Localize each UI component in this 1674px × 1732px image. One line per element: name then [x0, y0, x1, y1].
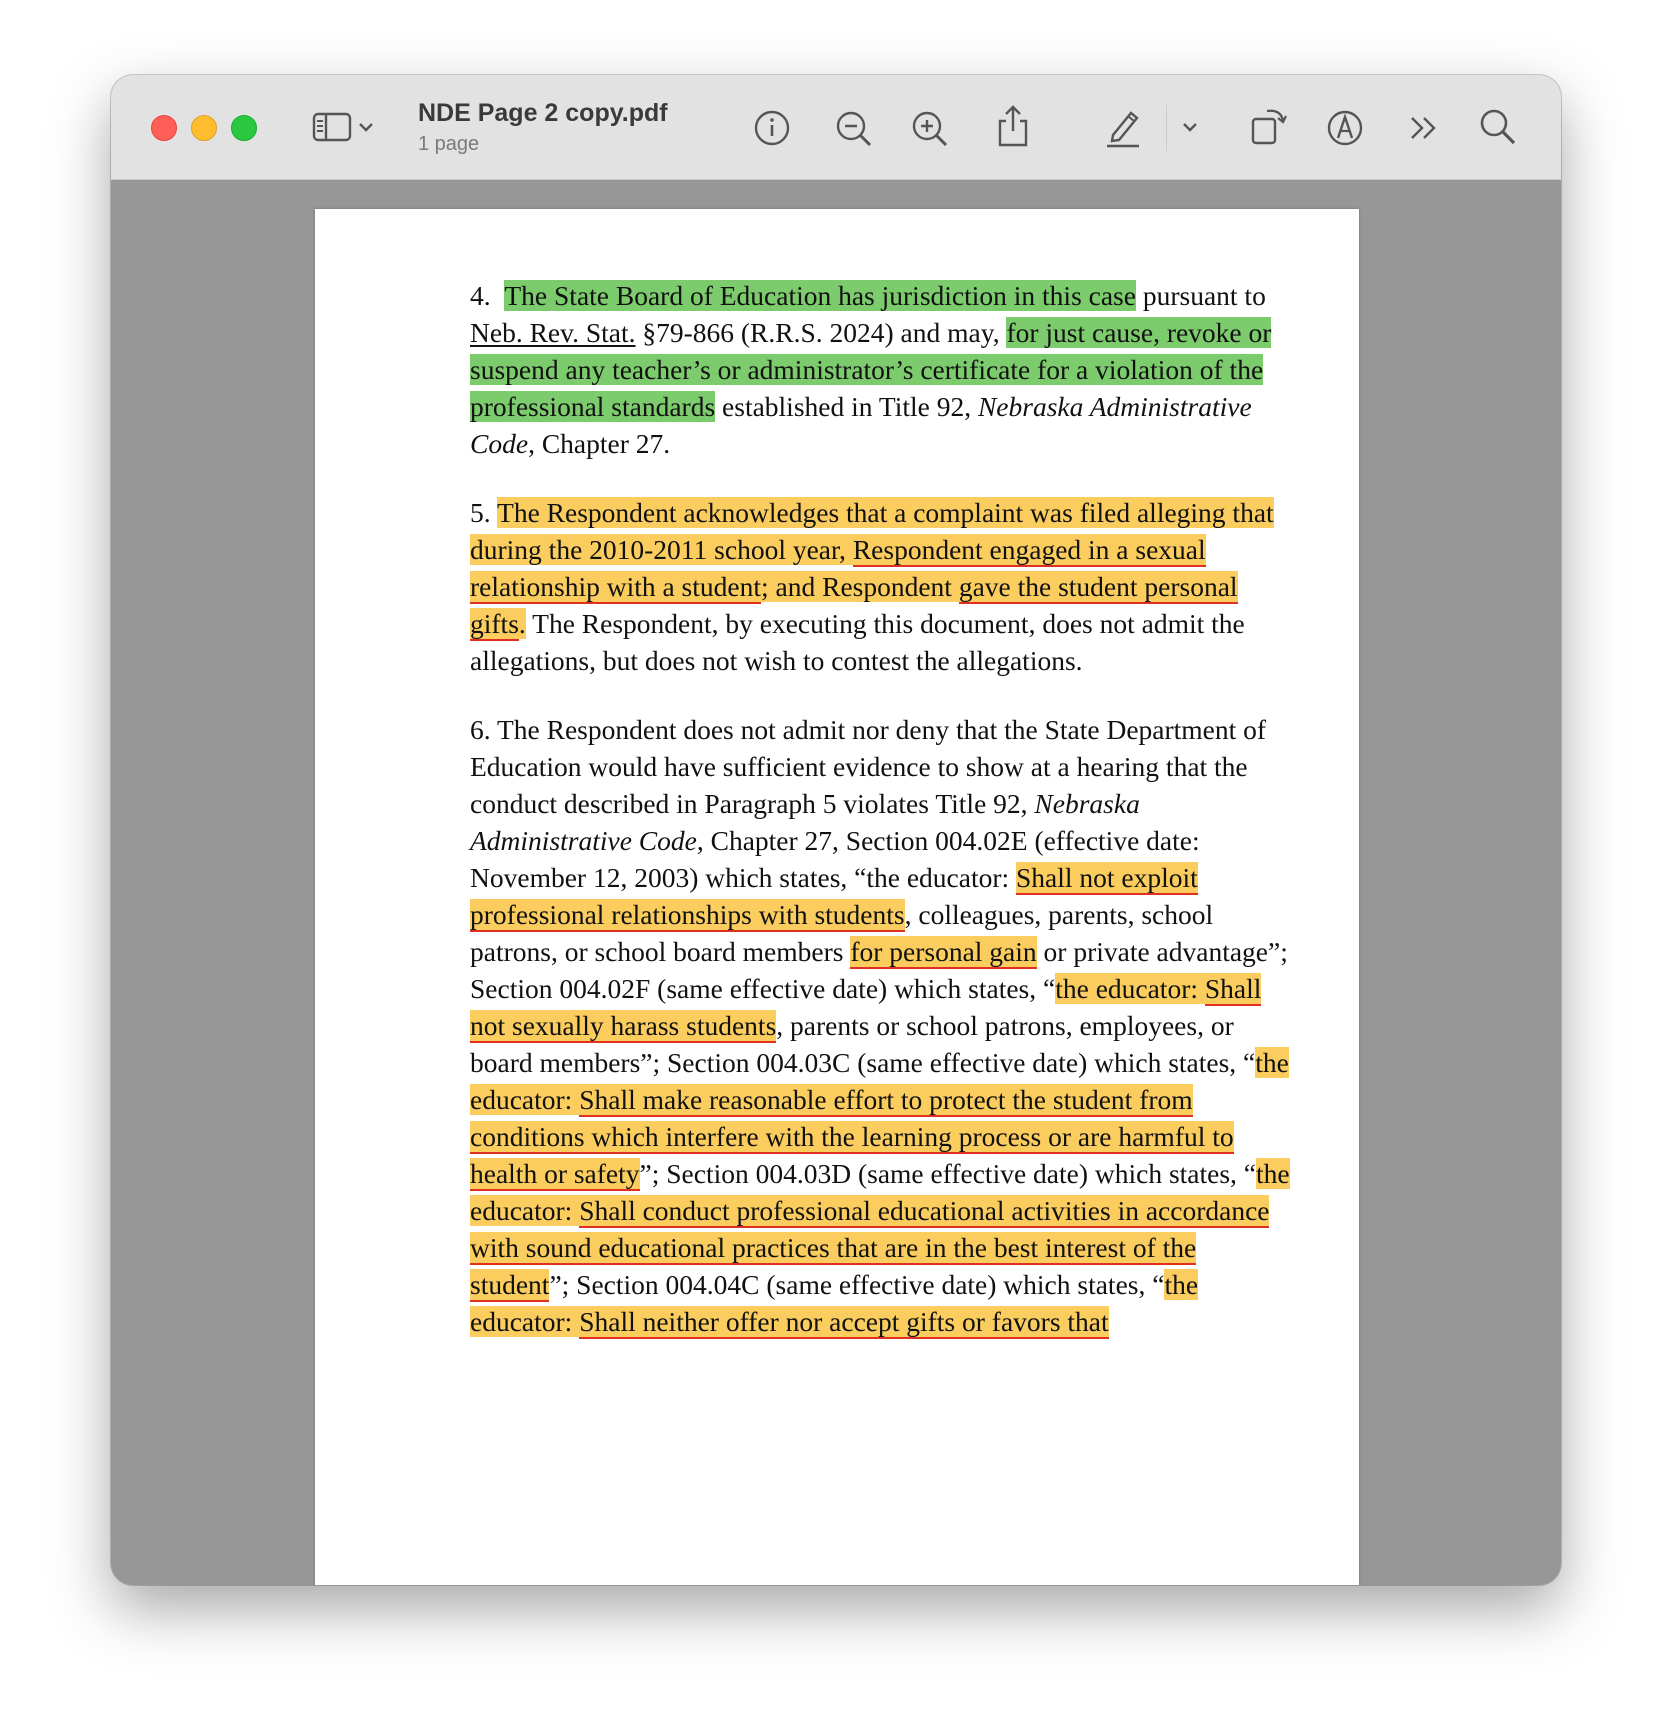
toolbar	[111, 75, 1561, 180]
preview-window	[111, 75, 1561, 1585]
highlighter-icon[interactable]	[1103, 105, 1143, 149]
toolbar-separator	[1166, 105, 1167, 151]
close-button[interactable]	[151, 115, 177, 141]
green-highlight[interactable]: The State Board of Education has jurisdiction in this case	[504, 280, 1136, 311]
yellow-highlight[interactable]: for personal gain	[850, 936, 1037, 967]
page-count: 1 page	[418, 133, 480, 155]
search-icon[interactable]	[1478, 107, 1518, 147]
yellow-highlight[interactable]: the educator: Shall neither offer nor accept gifts or favors that	[470, 1269, 1199, 1337]
minimize-button[interactable]	[191, 115, 217, 141]
zoom-out-icon[interactable]	[834, 109, 874, 149]
share-icon[interactable]	[996, 103, 1030, 149]
yellow-highlight[interactable]: the educator: Shall make reasonable effort to protect the student from conditions which interfere with the learning process or are harmful to health or safety	[470, 1047, 1289, 1189]
zoom-in-icon[interactable]	[910, 109, 950, 149]
info-icon[interactable]	[753, 109, 791, 147]
chevron-down-icon[interactable]	[1181, 120, 1199, 134]
paragraph-6: 6. The Respondent does not admit nor deny that the State Department of Education would have sufficient evidence to show at a hearing that the conduct described in Paragraph 5 violates Title 92, Nebraska Administrative Code, Chapter 27, Section 004.02E (effective date: November 12, 2003) which states, “the educator: Shall not exploit professional relationships with students, colleagues, parents, school patrons, or school board members for personal gain or private advantage”; Section 004.02F (same effective date) which states, “the educator: Shall not sexually harass students, parents or school patrons, employees, or board members”; Section 004.03C (same effective date) which states, “the educator: Shall make reasonable effort to protect the student from conditions which interfere with the learning process or are harmful to health or safety”; Section 004.03D (same effective date) which states, “the educator: Shall conduct professional educational activities in accordance with sound educational practices that are in the best interest of the student”; Section 004.04C (same effective date) which states, “the educator: Shall neither offer nor accept gifts or favors that	[470, 714, 1290, 1337]
yellow-highlight[interactable]: the educator: Shall conduct professional educational activities in accordance with sound educational practices that are in the best interest of the student	[470, 1158, 1290, 1300]
pdf-page[interactable]	[315, 209, 1359, 1585]
yellow-highlight[interactable]: The Respondent acknowledges that a complaint was filed alleging that during the 2010-2011 school year, Respondent engaged in a sexual relationship with a student; and Respondent gave the student personal gifts.	[470, 497, 1274, 639]
chevron-down-icon[interactable]	[357, 120, 375, 134]
yellow-highlight[interactable]: Shall not exploit professional relationships with students	[470, 862, 1198, 930]
yellow-highlight[interactable]: the educator: Shall not sexually harass students	[470, 973, 1262, 1041]
rotate-icon[interactable]	[1249, 103, 1289, 147]
markup-icon[interactable]	[1325, 108, 1365, 148]
zoom-button[interactable]	[231, 115, 257, 141]
sidebar-icon[interactable]	[312, 110, 352, 144]
page-text	[470, 277, 1300, 1372]
more-icon[interactable]	[1407, 113, 1441, 143]
document-title: NDE Page 2 copy.pdf	[418, 99, 668, 127]
paragraph-5: 5. The Respondent acknowledges that a complaint was filed alleging that during the 2010-2011 school year, Respondent engaged in a sexual relationship with a student; and Respondent gave the student personal gifts. The Respondent, by executing this document, does not admit the allegations, but does not wish to contest the allegations.	[470, 497, 1274, 676]
green-highlight[interactable]: for just cause, revoke or suspend any teacher’s or administrator’s certificate for a violation of the professional standards	[470, 317, 1272, 422]
paragraph-4: 4. The State Board of Education has jurisdiction in this case pursuant to Neb. Rev. Stat. §79-866 (R.R.S. 2024) and may, for just cause, revoke or suspend any teacher’s or administrator’s certificate for a violation of the professional standards established in Title 92, Nebraska Administrative Code, Chapter 27.	[470, 280, 1272, 459]
